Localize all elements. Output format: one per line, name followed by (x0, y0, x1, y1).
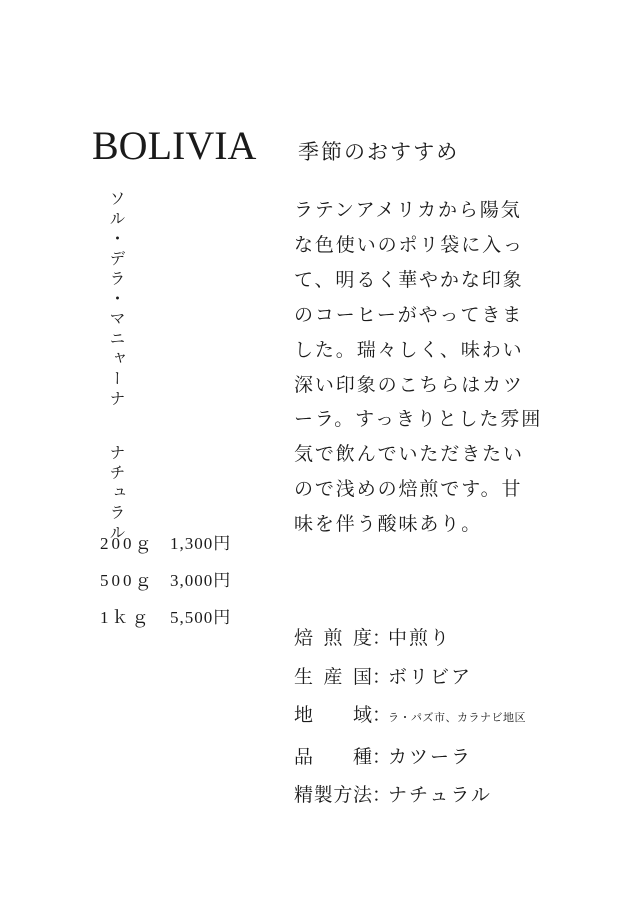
spec-colon: ： (372, 784, 392, 806)
description-line: ので浅めの焙煎です。甘 (294, 478, 523, 501)
spec-label-char: 法 (352, 784, 372, 806)
spec-value: ナチュラル (388, 784, 492, 806)
spec-label-char: 精 (294, 784, 314, 806)
spec-label-char: 域 (352, 704, 372, 726)
price-row (100, 525, 231, 562)
spec-label-char: 産 (323, 665, 343, 688)
spec-label-char: 地 (294, 704, 314, 726)
spec-value: ラ・パズ市、カラナビ地区 (388, 711, 526, 724)
spec-row-variety (294, 738, 526, 777)
price-list (100, 525, 231, 636)
spec-colon: ： (372, 745, 392, 768)
price-row (100, 599, 231, 636)
spec-colon: ： (372, 665, 392, 688)
description-line: ーラ。すっきりとした雰囲 (294, 408, 543, 431)
spec-table (294, 619, 526, 815)
spec-label-char: 品 (294, 745, 314, 768)
spec-label (294, 738, 372, 777)
spec-label (294, 696, 372, 735)
price-value: 1,300円 (170, 534, 232, 553)
spec-label-char: 国 (352, 665, 372, 688)
price-value: 3,000円 (170, 571, 232, 590)
product-name-vertical (104, 190, 128, 544)
spec-row-roast (294, 619, 526, 658)
spec-label-char: 焙 (294, 627, 314, 649)
spec-label (294, 658, 372, 697)
spec-colon: ： (372, 704, 392, 726)
price-size: 200ｇ (100, 534, 155, 553)
description-line: 味を伴う酸味あり。 (294, 513, 483, 536)
spec-label-char: 種 (352, 745, 372, 768)
description-line: した。瑞々しく、味わい (294, 338, 524, 361)
description-line: な色使いのポリ袋に入っ (294, 233, 524, 256)
spec-value: 中煎り (388, 627, 452, 649)
spec-label-char: 度 (352, 627, 372, 649)
description-line: のコーヒーがやってきま (294, 303, 524, 326)
spec-value: ボリビア (388, 665, 473, 688)
spec-label-char: 生 (294, 665, 314, 688)
price-row (100, 562, 231, 599)
description-line: 深い印象のこちらはカツ (294, 373, 524, 396)
description-line: 気で飲んでいただきたい (294, 443, 524, 466)
process-label-vertical: ナチュラル (107, 444, 126, 544)
price-value: 5,500円 (170, 608, 232, 627)
description-line: ラテンアメリカから陽気 (294, 199, 522, 221)
country-title: BOLIVIA (92, 123, 257, 168)
spec-row-country (294, 658, 526, 697)
price-size: 1ｋｇ (100, 608, 152, 627)
spec-label (294, 776, 372, 815)
spec-colon: ： (372, 627, 392, 649)
description (294, 193, 543, 542)
price-size: 500ｇ (100, 571, 155, 590)
subtitle: 季節のおすすめ (298, 140, 460, 164)
spec-label (294, 619, 372, 658)
spec-label-char: 製 (313, 784, 333, 806)
spec-label-char: 煎 (323, 627, 343, 649)
product-name: ソル・デラ・マニャーナ (107, 190, 126, 410)
description-line: て、明るく華やかな印象 (294, 268, 524, 291)
spec-label-char: 方 (333, 784, 353, 806)
spec-value: カツーラ (388, 745, 473, 768)
spec-row-region (294, 696, 526, 738)
spec-row-process (294, 776, 526, 815)
